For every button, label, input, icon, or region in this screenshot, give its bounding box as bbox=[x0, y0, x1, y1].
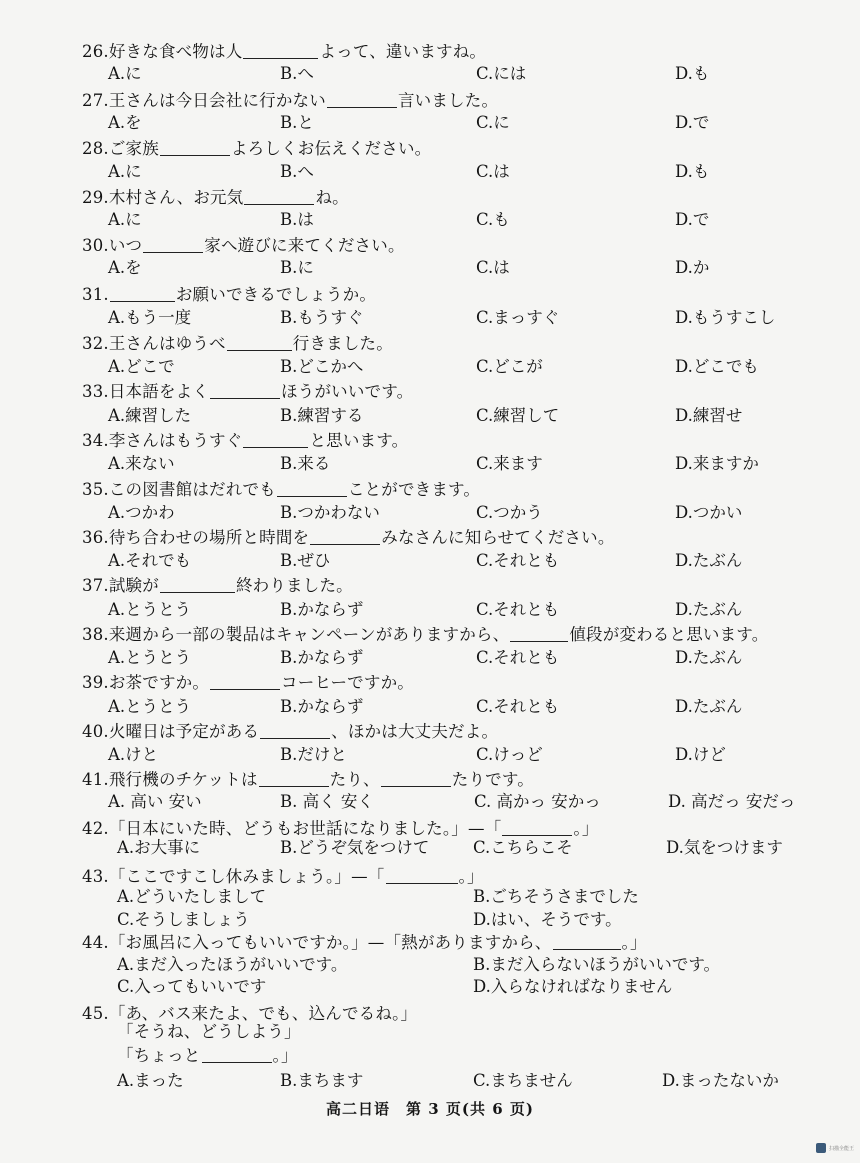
answer-blank bbox=[553, 935, 621, 950]
answer-option: D.つかい bbox=[675, 503, 743, 522]
question-stem bbox=[82, 929, 647, 953]
answer-option: C.に bbox=[476, 113, 510, 132]
stem-text: 。」 bbox=[573, 819, 599, 838]
page-footer: 高二日语 第 3 页(共 6 页) bbox=[326, 1100, 534, 1118]
stem-text: 38.来週から一部の製品はキャンペーンがありますから、 bbox=[82, 625, 510, 644]
question-stem bbox=[82, 281, 376, 305]
answer-option: C.それとも bbox=[476, 551, 560, 570]
answer-option: A. 高い 安い bbox=[108, 792, 202, 811]
answer-option: A.に bbox=[108, 162, 142, 181]
answer-option: D.まったないか bbox=[662, 1071, 779, 1090]
answer-option: A.とうとう bbox=[108, 697, 192, 716]
stem-text: よって、違いますね。 bbox=[319, 42, 487, 61]
answer-option: C.こちらこそ bbox=[473, 838, 573, 857]
answer-option: D.たぶん bbox=[675, 648, 743, 667]
stem-text: ね。 bbox=[315, 188, 349, 207]
stem-text: 「そうね、どうしよう」 bbox=[117, 1022, 301, 1041]
stem-text: 言いました。 bbox=[397, 91, 499, 110]
answer-blank bbox=[243, 44, 318, 59]
answer-blank bbox=[259, 772, 329, 787]
answer-option: B.は bbox=[280, 210, 314, 229]
answer-option: C.は bbox=[476, 162, 510, 181]
answer-option: A.もう一度 bbox=[108, 308, 192, 327]
answer-option: C.まっすぐ bbox=[476, 308, 560, 327]
answer-option: A.を bbox=[108, 113, 142, 132]
question-stem bbox=[82, 524, 615, 548]
answer-option: A.に bbox=[108, 210, 142, 229]
answer-option: A.来ない bbox=[108, 454, 175, 473]
answer-option: B.来る bbox=[280, 454, 331, 473]
stem-text: たりです。 bbox=[451, 770, 534, 789]
question-stem bbox=[82, 330, 393, 354]
answer-blank bbox=[160, 578, 235, 593]
answer-option: B.まちます bbox=[280, 1071, 364, 1090]
answer-option: D.も bbox=[675, 162, 710, 181]
answer-option: D.たぶん bbox=[675, 551, 743, 570]
answer-option: C.まちません bbox=[473, 1071, 573, 1090]
answer-option: A.けと bbox=[108, 745, 159, 764]
answer-blank bbox=[277, 482, 347, 497]
answer-blank bbox=[327, 93, 397, 108]
answer-option: B.ごちそうさまでした bbox=[473, 887, 639, 906]
answer-option: C.も bbox=[476, 210, 510, 229]
stem-text: 33.日本語をよく bbox=[82, 382, 210, 401]
answer-option: C.それとも bbox=[476, 697, 560, 716]
answer-option: D.も bbox=[675, 64, 710, 83]
stem-text: たり、 bbox=[329, 770, 380, 789]
answer-option: A.とうとう bbox=[108, 600, 192, 619]
answer-option: D.気をつけます bbox=[666, 838, 783, 857]
answer-option: D.練習せ bbox=[675, 406, 743, 425]
answer-option: A.それでも bbox=[108, 551, 192, 570]
stem-text: みなさんに知らせてください。 bbox=[381, 528, 615, 547]
answer-blank bbox=[244, 190, 314, 205]
answer-option: B.と bbox=[280, 113, 314, 132]
stem-text: ことができます。 bbox=[347, 480, 481, 499]
question-stem bbox=[82, 718, 498, 742]
answer-blank bbox=[243, 433, 308, 448]
stem-text: 35.この図書館はだれでも bbox=[82, 480, 276, 499]
answer-option: C.には bbox=[476, 64, 527, 83]
answer-option: D.どこでも bbox=[675, 357, 759, 376]
answer-blank bbox=[110, 287, 175, 302]
stem-text: 40.火曜日は予定がある bbox=[82, 722, 260, 741]
stem-text: 29.木村さん、お元気 bbox=[82, 188, 244, 207]
stem-text: 37.試験が bbox=[82, 576, 159, 595]
answer-option: A.まった bbox=[117, 1071, 184, 1090]
stem-text: 45.「あ、バス来たよ、でも、込んでるね。」 bbox=[82, 1004, 418, 1023]
answer-option: B.へ bbox=[280, 162, 314, 181]
answer-blank bbox=[260, 724, 330, 739]
answer-option: B.へ bbox=[280, 64, 314, 83]
answer-option: D. 高だっ 安だっ bbox=[668, 792, 796, 811]
answer-option: C.入ってもいいです bbox=[117, 977, 267, 996]
answer-option: D.けど bbox=[675, 745, 726, 764]
question-stem bbox=[82, 766, 534, 790]
stem-text: よろしくお伝えください。 bbox=[230, 139, 432, 158]
answer-option: C.そうしましょう bbox=[117, 910, 250, 929]
answer-option: C. 高かっ 安かっ bbox=[474, 792, 601, 811]
answer-option: A.に bbox=[108, 64, 142, 83]
stem-text: 。」 bbox=[621, 933, 647, 952]
question-stem bbox=[82, 87, 498, 111]
answer-option: B.つかわない bbox=[280, 503, 380, 522]
question-stem bbox=[82, 476, 480, 500]
stem-text: 値段が変わると思います。 bbox=[569, 625, 769, 644]
question-stem bbox=[82, 669, 414, 693]
stem-text: お願いできるでしょうか。 bbox=[175, 285, 377, 304]
answer-blank bbox=[381, 772, 451, 787]
answer-option: C.それとも bbox=[476, 600, 560, 619]
answer-option: A.どこで bbox=[108, 357, 175, 376]
answer-option: B.どうぞ気をつけて bbox=[280, 838, 430, 857]
stem-text: 30.いつ bbox=[82, 236, 143, 255]
answer-blank bbox=[386, 869, 458, 884]
answer-option: B.だけと bbox=[280, 745, 347, 764]
answer-option: C.つかう bbox=[476, 503, 543, 522]
answer-option: A.練習した bbox=[108, 406, 192, 425]
stem-text: 終わりました。 bbox=[235, 576, 353, 595]
question-stem bbox=[82, 572, 353, 596]
stem-text: 28.ご家族 bbox=[82, 139, 159, 158]
answer-option: D.たぶん bbox=[675, 697, 743, 716]
answer-option: D.か bbox=[675, 258, 710, 277]
answer-option: D.入らなければなりません bbox=[473, 977, 673, 996]
watermark-text: 扫描全能王 bbox=[829, 1145, 855, 1152]
stem-text: 43.「ここですこし休みましょう。」—「 bbox=[82, 867, 385, 886]
stem-text: コーヒーですか。 bbox=[281, 673, 414, 692]
answer-option: B.どこかへ bbox=[280, 357, 364, 376]
answer-option: A.どういたしまして bbox=[117, 887, 267, 906]
answer-option: A.つかわ bbox=[108, 503, 175, 522]
answer-blank bbox=[227, 336, 292, 351]
answer-option: A.を bbox=[108, 258, 142, 277]
dialog-line bbox=[117, 1018, 301, 1042]
answer-option: B.まだ入らないほうがいいです。 bbox=[473, 955, 721, 974]
question-stem bbox=[82, 427, 408, 451]
answer-blank bbox=[202, 1048, 272, 1063]
stem-text: ほうがいいです。 bbox=[281, 382, 414, 401]
answer-option: C.けっど bbox=[476, 745, 543, 764]
question-stem bbox=[82, 621, 768, 645]
answer-option: C.練習して bbox=[476, 406, 560, 425]
stem-text: 32.王さんはゆうべ bbox=[82, 334, 226, 353]
stem-text: 34.李さんはもうすぐ bbox=[82, 431, 243, 450]
stem-text: 42.「日本にいた時、どうもお世話になりました。」—「 bbox=[82, 819, 502, 838]
answer-blank bbox=[160, 141, 230, 156]
answer-option: B.もうすぐ bbox=[280, 308, 364, 327]
answer-option: B.に bbox=[280, 258, 314, 277]
stem-text: 。」 bbox=[272, 1046, 298, 1065]
answer-option: B.練習する bbox=[280, 406, 364, 425]
answer-option: C.どこが bbox=[476, 357, 543, 376]
stem-text: 39.お茶ですか。 bbox=[82, 673, 210, 692]
stem-text: 、ほかは大丈夫だよ。 bbox=[331, 722, 499, 741]
answer-option: D.で bbox=[675, 210, 710, 229]
answer-option: D.はい、そうです。 bbox=[473, 910, 622, 929]
stem-text: 31. bbox=[82, 285, 109, 304]
answer-option: A.お大事に bbox=[117, 838, 201, 857]
question-stem bbox=[82, 378, 413, 402]
answer-option: A.まだ入ったほうがいいです。 bbox=[117, 955, 348, 974]
stem-text: と思います。 bbox=[309, 431, 409, 450]
stem-text: 「ちょっと bbox=[117, 1046, 201, 1065]
answer-option: D.たぶん bbox=[675, 600, 743, 619]
stem-text: 26.好きな食べ物は人 bbox=[82, 42, 243, 61]
stem-text: 36.待ち合わせの場所と時間を bbox=[82, 528, 310, 547]
answer-option: B.ぜひ bbox=[280, 551, 331, 570]
answer-option: B. 高く 安く bbox=[280, 792, 374, 811]
stem-text: 44.「お風呂に入ってもいいですか。」—「熱がありますから、 bbox=[82, 933, 552, 952]
question-stem bbox=[82, 232, 405, 256]
question-stem bbox=[82, 184, 349, 208]
question-stem bbox=[82, 38, 486, 62]
answer-blank bbox=[210, 384, 280, 399]
answer-option: B.かならず bbox=[280, 697, 364, 716]
answer-option: C.それとも bbox=[476, 648, 560, 667]
answer-option: C.来ます bbox=[476, 454, 543, 473]
answer-option: D.来ますか bbox=[675, 454, 759, 473]
dialog-line bbox=[117, 1042, 298, 1066]
answer-option: D.もうすこし bbox=[675, 308, 776, 327]
answer-blank bbox=[143, 238, 203, 253]
answer-option: D.で bbox=[675, 113, 710, 132]
answer-option: A.とうとう bbox=[108, 648, 192, 667]
stem-text: 家へ遊びに来てください。 bbox=[204, 236, 405, 255]
question-stem bbox=[82, 135, 431, 159]
answer-blank bbox=[510, 627, 568, 642]
answer-option: C.は bbox=[476, 258, 510, 277]
answer-option: B.かならず bbox=[280, 648, 364, 667]
answer-option: B.かならず bbox=[280, 600, 364, 619]
stem-text: 行きました。 bbox=[292, 334, 393, 353]
scanner-watermark bbox=[816, 1143, 854, 1153]
answer-blank bbox=[210, 675, 280, 690]
answer-blank bbox=[310, 530, 380, 545]
stem-text: 27.王さんは今日会社に行かない bbox=[82, 91, 326, 110]
stem-text: 41.飛行機のチケットは bbox=[82, 770, 258, 789]
scanner-logo-icon bbox=[816, 1143, 826, 1153]
stem-text: 。」 bbox=[458, 867, 484, 886]
